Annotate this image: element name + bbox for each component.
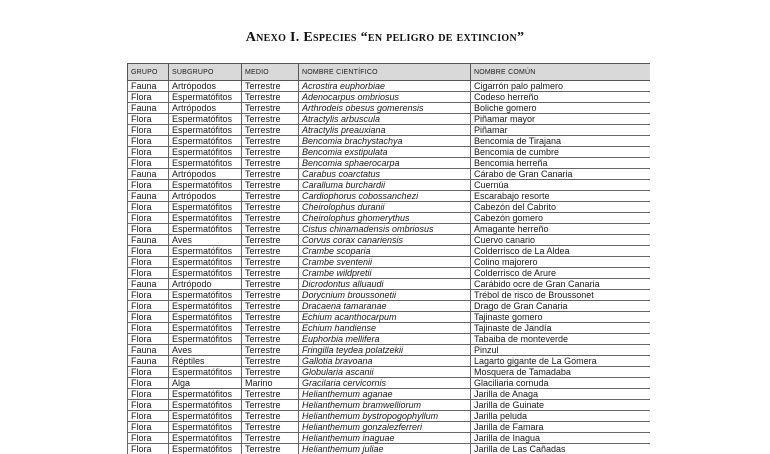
cell-grupo: Fauna <box>128 191 169 202</box>
table-row <box>128 268 651 279</box>
cell-medio: Terrestre <box>242 147 299 158</box>
cell-medio: Terrestre <box>242 125 299 136</box>
cell-medio: Terrestre <box>242 81 299 92</box>
cell-grupo: Flora <box>128 389 169 400</box>
cell-nombre-cientifico: Euphorbia mellifera <box>299 334 471 345</box>
cell-nombre-comun: Piñamar <box>471 125 651 136</box>
cell-medio: Terrestre <box>242 389 299 400</box>
table-row <box>128 378 651 389</box>
cell-nombre-cientifico: Adenocarpus ombriosus <box>299 92 471 103</box>
cell-grupo: Flora <box>128 433 169 444</box>
cell-subgrupo: Espermatófitos <box>169 180 242 191</box>
cell-medio: Terrestre <box>242 411 299 422</box>
table-row <box>128 81 651 92</box>
cell-grupo: Flora <box>128 312 169 323</box>
table-row <box>128 334 651 345</box>
cell-subgrupo: Espermatófitos <box>169 202 242 213</box>
table-row <box>128 290 651 301</box>
cell-grupo: Flora <box>128 367 169 378</box>
cell-grupo: Fauna <box>128 356 169 367</box>
table-row <box>128 147 651 158</box>
cell-subgrupo: Espermatófitos <box>169 114 242 125</box>
cell-subgrupo: Espermatófitos <box>169 213 242 224</box>
cell-grupo: Flora <box>128 422 169 433</box>
cell-medio: Terrestre <box>242 169 299 180</box>
cell-medio: Terrestre <box>242 334 299 345</box>
cell-grupo: Flora <box>128 224 169 235</box>
cell-grupo: Fauna <box>128 279 169 290</box>
table-body <box>128 81 651 454</box>
cell-nombre-comun: Escarabajo resorte <box>471 191 651 202</box>
cell-nombre-cientifico: Atractylis preauxiana <box>299 125 471 136</box>
cell-medio: Terrestre <box>242 103 299 114</box>
table-row <box>128 125 651 136</box>
cell-nombre-comun: Cigarrón palo palmero <box>471 81 651 92</box>
cell-nombre-cientifico: Cheirolophus ghomerythus <box>299 213 471 224</box>
cell-nombre-cientifico: Carabus coarctatus <box>299 169 471 180</box>
cell-grupo: Flora <box>128 444 169 454</box>
cell-nombre-cientifico: Atractylis arbuscula <box>299 114 471 125</box>
cell-medio: Terrestre <box>242 422 299 433</box>
cell-nombre-cientifico: Echium acanthocarpum <box>299 312 471 323</box>
cell-grupo: Fauna <box>128 235 169 246</box>
table-row <box>128 433 651 444</box>
cell-subgrupo: Artrópodo <box>169 279 242 290</box>
cell-grupo: Flora <box>128 246 169 257</box>
cell-nombre-cientifico: Helianthemum gonzalezferreri <box>299 422 471 433</box>
cell-subgrupo: Espermatófitos <box>169 246 242 257</box>
cell-nombre-comun: Piñamar mayor <box>471 114 651 125</box>
cell-medio: Terrestre <box>242 191 299 202</box>
cell-nombre-cientifico: Helianthemum aganae <box>299 389 471 400</box>
cell-nombre-cientifico: Cardiophorus cobossanchezi <box>299 191 471 202</box>
cell-subgrupo: Artrópodos <box>169 191 242 202</box>
cell-nombre-comun: Codeso herreño <box>471 92 651 103</box>
column-header-nombre-comun: NOMBRE COMÚN <box>471 64 651 81</box>
cell-grupo: Flora <box>128 114 169 125</box>
cell-grupo: Flora <box>128 301 169 312</box>
table-row <box>128 114 651 125</box>
cell-subgrupo: Espermatófitos <box>169 125 242 136</box>
cell-subgrupo: Espermatófitos <box>169 444 242 454</box>
cell-nombre-comun: Jarilla de Famara <box>471 422 651 433</box>
table-row <box>128 92 651 103</box>
cell-nombre-comun: Bencomia de cumbre <box>471 147 651 158</box>
table-row <box>128 136 651 147</box>
cell-medio: Terrestre <box>242 202 299 213</box>
cell-nombre-comun: Cuernúa <box>471 180 651 191</box>
table-row <box>128 180 651 191</box>
cell-subgrupo: Espermatófitos <box>169 224 242 235</box>
cell-nombre-comun: Bencomia de Tirajana <box>471 136 651 147</box>
column-header-subgrupo: SUBGRUPO <box>169 64 242 81</box>
cell-nombre-comun: Colderrisco de Arure <box>471 268 651 279</box>
cell-grupo: Flora <box>128 180 169 191</box>
cell-nombre-cientifico: Caralluma burchardii <box>299 180 471 191</box>
cell-subgrupo: Réptiles <box>169 356 242 367</box>
table-row <box>128 444 651 454</box>
cell-medio: Terrestre <box>242 433 299 444</box>
cell-subgrupo: Espermatófitos <box>169 147 242 158</box>
cell-nombre-comun: Lagarto gigante de La Gomera <box>471 356 651 367</box>
cell-medio: Terrestre <box>242 180 299 191</box>
cell-nombre-comun: Pinzul <box>471 345 651 356</box>
cell-nombre-comun: Glaciliaria cornuda <box>471 378 651 389</box>
cell-nombre-cientifico: Dorycnium broussonetii <box>299 290 471 301</box>
cell-grupo: Flora <box>128 257 169 268</box>
table-row <box>128 422 651 433</box>
cell-nombre-cientifico: Dicrodontus alluaudi <box>299 279 471 290</box>
cell-grupo: Flora <box>128 411 169 422</box>
cell-nombre-cientifico: Gracilaria cervicornis <box>299 378 471 389</box>
table-row <box>128 257 651 268</box>
cell-grupo: Flora <box>128 158 169 169</box>
cell-grupo: Flora <box>128 400 169 411</box>
cell-medio: Terrestre <box>242 367 299 378</box>
table-row <box>128 279 651 290</box>
cell-medio: Terrestre <box>242 235 299 246</box>
cell-nombre-comun: Jarilla de Las Cañadas <box>471 444 651 454</box>
cell-medio: Terrestre <box>242 158 299 169</box>
cell-subgrupo: Alga <box>169 378 242 389</box>
cell-subgrupo: Espermatófitos <box>169 257 242 268</box>
column-header-grupo: GRUPO <box>128 64 169 81</box>
table-row <box>128 158 651 169</box>
cell-grupo: Flora <box>128 136 169 147</box>
cell-subgrupo: Espermatófitos <box>169 367 242 378</box>
cell-subgrupo: Artrópodos <box>169 103 242 114</box>
cell-subgrupo: Espermatófitos <box>169 389 242 400</box>
cell-nombre-comun: Cárabo de Gran Canaria <box>471 169 651 180</box>
cell-medio: Terrestre <box>242 114 299 125</box>
cell-nombre-cientifico: Cheirolophus duranii <box>299 202 471 213</box>
cell-nombre-comun: Cabezón gomero <box>471 213 651 224</box>
cell-medio: Terrestre <box>242 400 299 411</box>
cell-nombre-comun: Bencomia herreña <box>471 158 651 169</box>
table-row <box>128 312 651 323</box>
cell-nombre-cientifico: Bencomia exstipulata <box>299 147 471 158</box>
cell-nombre-comun: Tajinaste de Jandía <box>471 323 651 334</box>
cell-nombre-comun: Jarilla de Guinate <box>471 400 651 411</box>
cell-medio: Terrestre <box>242 312 299 323</box>
cell-nombre-cientifico: Fringilla teydea polatzekii <box>299 345 471 356</box>
cell-grupo: Flora <box>128 202 169 213</box>
cell-nombre-cientifico: Helianthemum bystropogophyllum <box>299 411 471 422</box>
cell-nombre-comun: Boliche gomero <box>471 103 651 114</box>
table-row <box>128 191 651 202</box>
cell-subgrupo: Espermatófitos <box>169 158 242 169</box>
cell-grupo: Fauna <box>128 81 169 92</box>
table-row <box>128 169 651 180</box>
cell-subgrupo: Espermatófitos <box>169 290 242 301</box>
cell-nombre-cientifico: Crambe wildpretii <box>299 268 471 279</box>
cell-medio: Terrestre <box>242 290 299 301</box>
cell-grupo: Fauna <box>128 345 169 356</box>
cell-medio: Terrestre <box>242 257 299 268</box>
cell-grupo: Flora <box>128 378 169 389</box>
table-row <box>128 213 651 224</box>
cell-medio: Terrestre <box>242 246 299 257</box>
cell-subgrupo: Espermatófitos <box>169 268 242 279</box>
cell-nombre-cientifico: Cistus chinamadensis ombriosus <box>299 224 471 235</box>
table-row <box>128 400 651 411</box>
cell-subgrupo: Espermatófitos <box>169 422 242 433</box>
cell-nombre-comun: Drago de Gran Canaria <box>471 301 651 312</box>
cell-subgrupo: Espermatófitos <box>169 92 242 103</box>
cell-grupo: Flora <box>128 92 169 103</box>
table-row <box>128 345 651 356</box>
cell-subgrupo: Espermatófitos <box>169 400 242 411</box>
cell-nombre-comun: Jarilla de Anaga <box>471 389 651 400</box>
cell-medio: Terrestre <box>242 301 299 312</box>
cell-medio: Terrestre <box>242 213 299 224</box>
cell-grupo: Fauna <box>128 169 169 180</box>
cell-nombre-comun: Trébol de risco de Broussonet <box>471 290 651 301</box>
cell-subgrupo: Aves <box>169 235 242 246</box>
cell-nombre-comun: Colderrisco de La Aldea <box>471 246 651 257</box>
cell-nombre-cientifico: Corvus corax canariensis <box>299 235 471 246</box>
cell-nombre-cientifico: Bencomia brachystachya <box>299 136 471 147</box>
cell-nombre-cientifico: Arthrodeis obesus gomerensis <box>299 103 471 114</box>
table-row <box>128 389 651 400</box>
cell-grupo: Flora <box>128 147 169 158</box>
cell-medio: Terrestre <box>242 224 299 235</box>
cell-nombre-comun: Jarilla peluda <box>471 411 651 422</box>
cell-grupo: Flora <box>128 323 169 334</box>
cell-nombre-cientifico: Crambe scoparia <box>299 246 471 257</box>
cell-subgrupo: Espermatófitos <box>169 312 242 323</box>
column-header-nombre-cientifico: NOMBRE CIENTÍFICO <box>299 64 471 81</box>
species-table <box>127 63 650 454</box>
cell-grupo: Fauna <box>128 103 169 114</box>
cell-medio: Terrestre <box>242 345 299 356</box>
cell-nombre-comun: Tabaiba de monteverde <box>471 334 651 345</box>
cell-subgrupo: Espermatófitos <box>169 301 242 312</box>
cell-grupo: Flora <box>128 125 169 136</box>
cell-subgrupo: Espermatófitos <box>169 323 242 334</box>
table-row <box>128 103 651 114</box>
cell-subgrupo: Espermatófitos <box>169 411 242 422</box>
cell-nombre-cientifico: Gallotia bravoana <box>299 356 471 367</box>
cell-grupo: Flora <box>128 268 169 279</box>
column-header-medio: MEDIO <box>242 64 299 81</box>
cell-nombre-cientifico: Bencomia sphaerocarpa <box>299 158 471 169</box>
table-row <box>128 301 651 312</box>
cell-subgrupo: Espermatófitos <box>169 136 242 147</box>
species-table-container <box>127 63 650 454</box>
table-row <box>128 367 651 378</box>
cell-subgrupo: Artrópodos <box>169 81 242 92</box>
cell-grupo: Flora <box>128 290 169 301</box>
cell-nombre-comun: Colino majorero <box>471 257 651 268</box>
page-title: Anexo I. Especies “en peligro de extincion” <box>245 30 525 45</box>
table-row <box>128 411 651 422</box>
cell-medio: Terrestre <box>242 323 299 334</box>
cell-nombre-cientifico: Helianthemum inaguae <box>299 433 471 444</box>
cell-medio: Marino <box>242 378 299 389</box>
cell-nombre-comun: Jarilla de Inagua <box>471 433 651 444</box>
table-row <box>128 323 651 334</box>
table-row <box>128 235 651 246</box>
cell-medio: Terrestre <box>242 279 299 290</box>
cell-nombre-cientifico: Helianthemum bramwelliorum <box>299 400 471 411</box>
cell-medio: Terrestre <box>242 444 299 454</box>
cell-nombre-comun: Amagante herreño <box>471 224 651 235</box>
cell-nombre-cientifico: Dracaena tamaranae <box>299 301 471 312</box>
cell-subgrupo: Aves <box>169 345 242 356</box>
cell-subgrupo: Espermatófitos <box>169 334 242 345</box>
cell-medio: Terrestre <box>242 268 299 279</box>
table-row <box>128 224 651 235</box>
table-header-row <box>128 64 651 81</box>
table-row <box>128 246 651 257</box>
cell-nombre-comun: Cuervo canario <box>471 235 651 246</box>
cell-subgrupo: Artrópodos <box>169 169 242 180</box>
cell-nombre-comun: Tajinaste gomero <box>471 312 651 323</box>
table-row <box>128 202 651 213</box>
cell-nombre-cientifico: Echium handiense <box>299 323 471 334</box>
cell-nombre-cientifico: Acrostira euphorbiae <box>299 81 471 92</box>
cell-grupo: Flora <box>128 213 169 224</box>
cell-nombre-comun: Carábido ocre de Gran Canaria <box>471 279 651 290</box>
cell-medio: Terrestre <box>242 356 299 367</box>
cell-subgrupo: Espermatófitos <box>169 433 242 444</box>
cell-nombre-comun: Mosquera de Tamadaba <box>471 367 651 378</box>
cell-nombre-comun: Cabezón del Cabrito <box>471 202 651 213</box>
cell-nombre-cientifico: Globularia ascanii <box>299 367 471 378</box>
table-row <box>128 356 651 367</box>
cell-medio: Terrestre <box>242 92 299 103</box>
cell-nombre-cientifico: Helianthemum juliae <box>299 444 471 454</box>
cell-medio: Terrestre <box>242 136 299 147</box>
cell-grupo: Flora <box>128 334 169 345</box>
cell-nombre-cientifico: Crambe sventenii <box>299 257 471 268</box>
